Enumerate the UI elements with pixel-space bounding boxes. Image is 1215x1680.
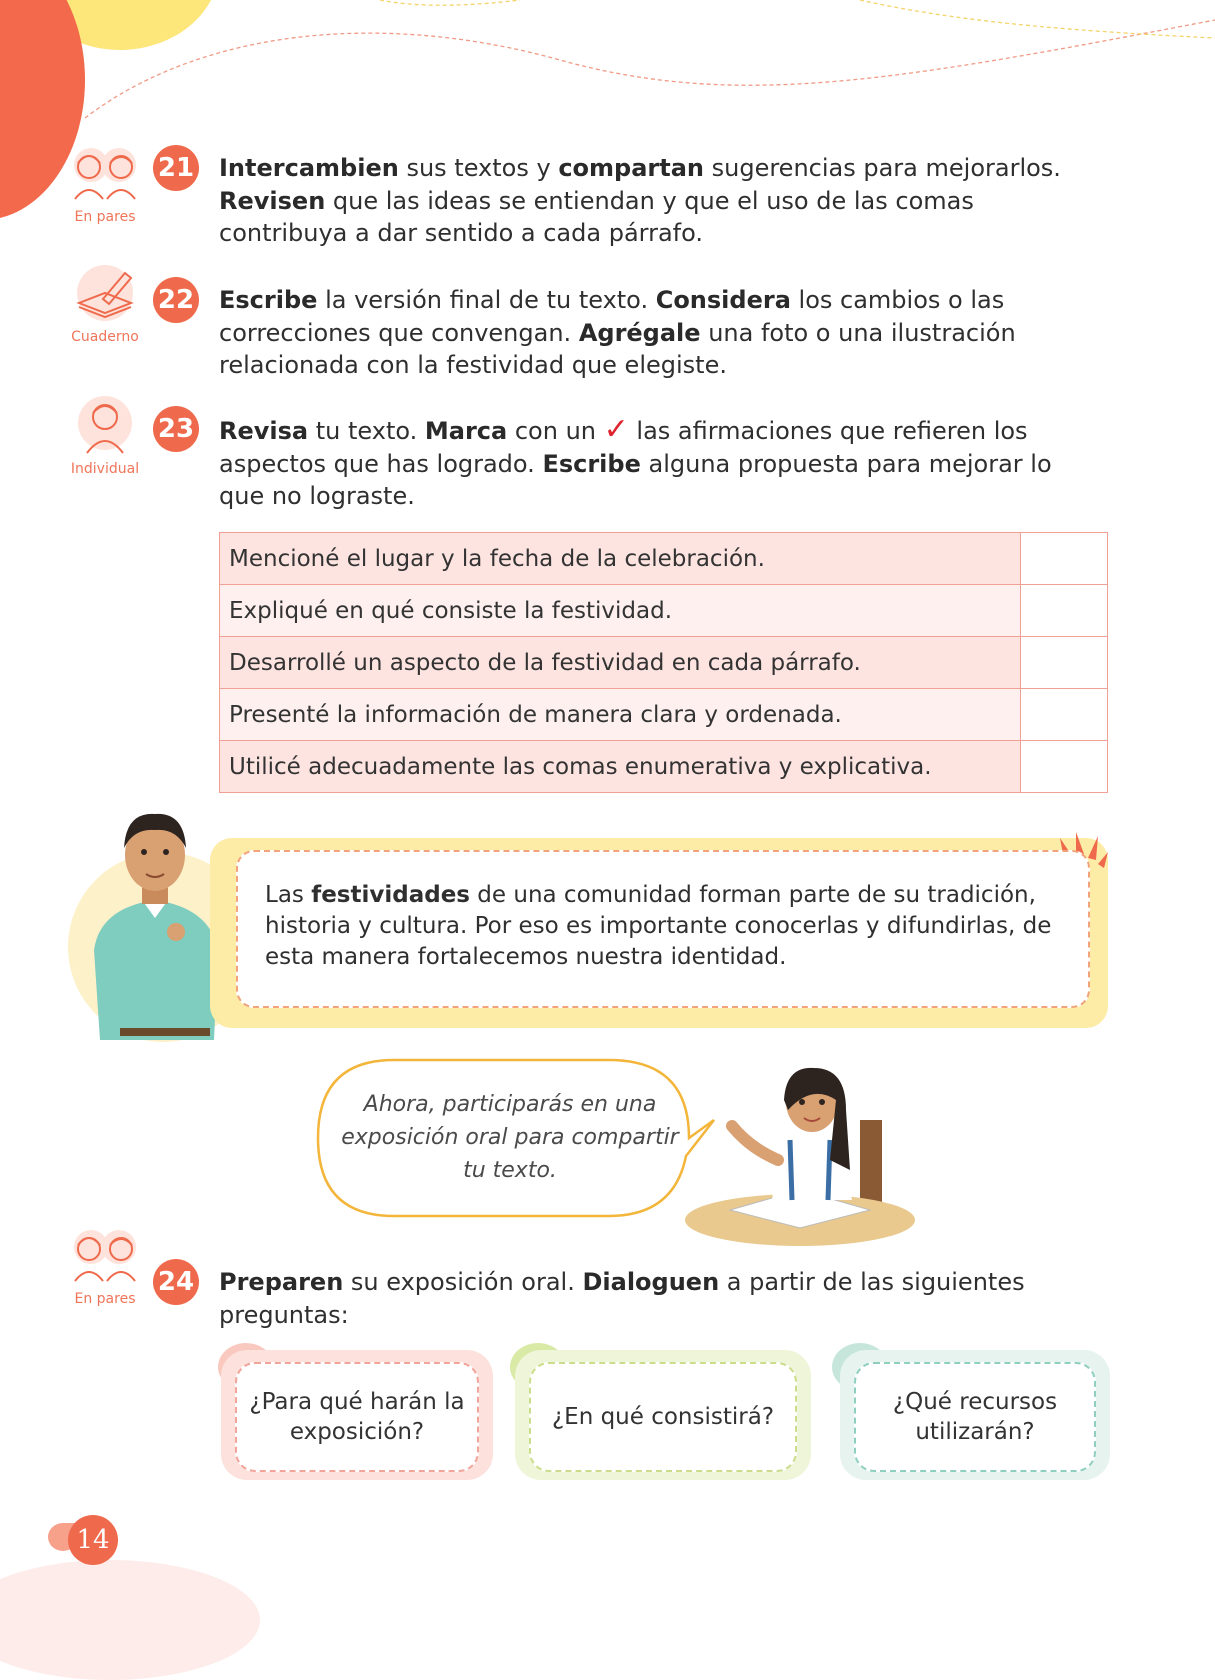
info-box-text [265, 880, 1065, 973]
check-box[interactable] [1021, 689, 1108, 741]
checklist-statement: Desarrollé un aspecto de la festividad en cada párrafo. [220, 637, 1021, 689]
table-row [220, 741, 1108, 793]
pair-of-students-icon [69, 143, 141, 203]
text-segment: a partir de las siguientes preguntas: [219, 1268, 1025, 1329]
mode-notebook-22 [60, 263, 150, 345]
page-number: 14 [68, 1515, 118, 1565]
bold-keyword: compartan [558, 154, 704, 182]
text-segment: los cambios o las correcciones que convengan. [219, 286, 1005, 347]
bold-keyword: Revisa [219, 417, 309, 445]
checklist-statement: Expliqué en qué consiste la festividad. [220, 585, 1021, 637]
bold-keyword: Revisen [219, 186, 326, 215]
mode-label: En pares [74, 1291, 136, 1307]
mode-label: Cuaderno [71, 329, 139, 345]
bold-keyword: Agrégale [578, 318, 701, 347]
mode-label: Individual [70, 461, 140, 477]
check-box[interactable] [1021, 533, 1108, 585]
activity-number: 22 [153, 277, 199, 323]
bold-keyword: Considera [655, 286, 791, 314]
text-segment: las afirmaciones que refieren los aspectos que has logrado. [219, 417, 1028, 478]
mode-pairs-21 [60, 143, 150, 225]
bold-keyword: festividades [311, 882, 470, 908]
teacher-illustration [80, 800, 230, 1040]
activity-number: 23 [153, 406, 199, 452]
checklist-statement: Mencioné el lugar y la fecha de la celebración. [220, 533, 1021, 585]
text-segment: de una comunidad forman parte de su tradición, historia y cultura. Por eso es importante conocerlas y difundirlas, de esta manera fortalecemos nuestra identidad. [265, 882, 1052, 970]
text-segment: una foto o una ilustración relacionada con la festividad que elegiste. [219, 318, 1016, 379]
table-row [220, 585, 1108, 637]
text-segment: su exposición oral. [343, 1268, 583, 1296]
table-row [220, 637, 1108, 689]
activity-22-text [219, 284, 1099, 382]
single-student-icon [69, 395, 141, 455]
text-segment: Las [265, 882, 312, 908]
text-segment: sus textos y [398, 154, 559, 182]
bold-keyword: Preparen [219, 1268, 344, 1296]
check-box[interactable] [1021, 637, 1108, 689]
girl-reading-illustration [680, 1050, 920, 1250]
check-box[interactable] [1021, 741, 1108, 793]
checklist-statement: Presenté la información de manera clara y ordenada. [220, 689, 1021, 741]
bold-keyword: Marca [424, 417, 508, 445]
self-assessment-table [219, 532, 1108, 793]
text-segment: sugerencias para mejorarlos. [704, 154, 1061, 182]
activity-23-text [219, 414, 1099, 513]
pair-of-students-icon [69, 1225, 141, 1285]
bold-keyword: Escribe [219, 286, 318, 314]
table-row [220, 533, 1108, 585]
mode-individual-23 [60, 395, 150, 477]
question-text: ¿Para qué harán la exposición? [235, 1362, 479, 1472]
mode-label: En pares [74, 209, 136, 225]
decorative-bottom-blob [0, 1560, 260, 1680]
activity-number: 21 [153, 145, 199, 191]
decorative-dashed-lines [0, 0, 1215, 130]
text-segment: alguna propuesta para mejorar lo que no lograste. [219, 449, 1052, 510]
checklist-statement: Utilicé adecuadamente las comas enumerativa y explicativa. [220, 741, 1021, 793]
question-text: ¿En qué consistirá? [529, 1362, 797, 1472]
activity-21-text [219, 152, 1099, 250]
activity-24-text [219, 1266, 1099, 1331]
bold-keyword: Dialoguen [582, 1268, 720, 1296]
question-text: ¿Qué recursos utilizarán? [854, 1362, 1096, 1472]
table-row [220, 689, 1108, 741]
activity-number: 24 [153, 1259, 199, 1305]
mode-pairs-24 [60, 1225, 150, 1307]
text-segment: con un [507, 417, 604, 445]
notebook-pencil-icon [69, 263, 141, 323]
speech-bubble-text: Ahora, participarás en una exposición oral para compartir tu texto. [341, 1092, 679, 1183]
text-segment: que las ideas se entiendan y que el uso de las comas contribuya a dar sentido a cada párrafo. [219, 186, 974, 247]
bold-keyword: Escribe [542, 449, 641, 478]
text-segment: la versión final de tu texto. [317, 286, 656, 314]
text-segment: tu texto. [308, 417, 425, 445]
checkmark-icon: ✓ [603, 412, 629, 447]
check-box[interactable] [1021, 585, 1108, 637]
bold-keyword: Intercambien [219, 154, 399, 182]
